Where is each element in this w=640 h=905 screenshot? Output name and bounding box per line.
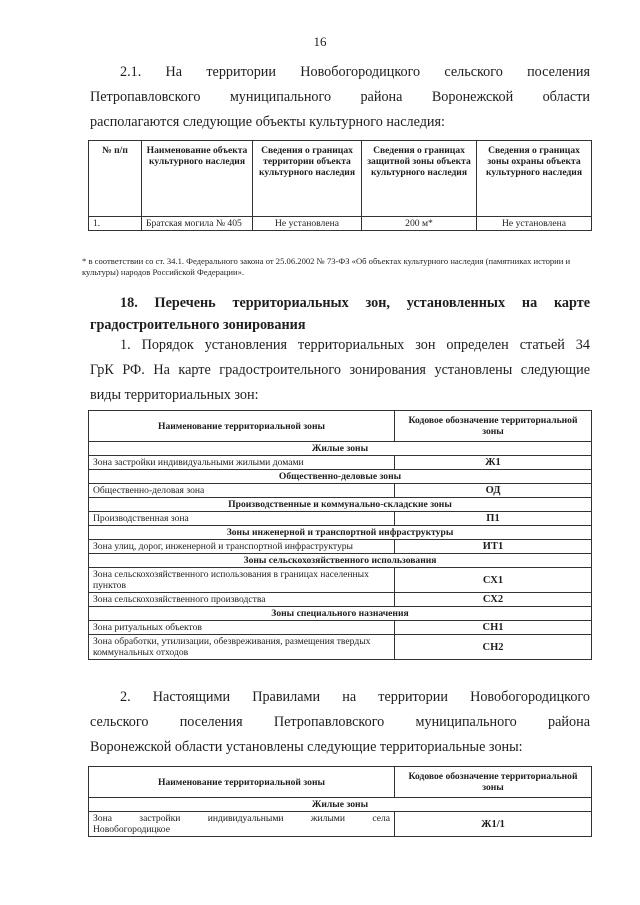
zone-group-row — [89, 470, 592, 484]
zone-group-row — [89, 498, 592, 512]
column-header: Сведения о границах зоны охраны объекта культурного наследия — [477, 141, 592, 217]
page-number: 16 — [313, 34, 327, 49]
paragraph-line: 2. Настоящими Правилами на территории Новобогородицкого — [120, 689, 590, 705]
paragraph-line: ГрК РФ. На карте градостроительного зонирования установлены следующие — [90, 362, 590, 378]
zone-code-cell: СН2 — [395, 635, 592, 660]
column-header: Сведения о границах защитной зоны объекта культурного наследия — [362, 141, 477, 217]
table-cell: 1. — [89, 217, 142, 231]
paragraph-line: располагаются следующие объекты культурного наследия: — [90, 114, 445, 130]
zone-group-row — [89, 554, 592, 568]
column-header: № п/п — [89, 141, 142, 217]
established-zones-table — [88, 766, 592, 837]
territorial-zones-table — [88, 410, 592, 660]
table-row — [89, 484, 592, 498]
table-row — [89, 456, 592, 470]
zone-name-cell — [89, 812, 395, 837]
table-cell: Не установлена — [253, 217, 362, 231]
footnote: * в соответствии со ст. 34.1. Федерального закона от 25.06.2002 № 73-ФЗ «Об объектах культурного наследия (памятниках истории и культуры) народов Российской Федерации». — [82, 256, 571, 277]
column-header: Наименование территориальной зоны — [89, 411, 395, 442]
zone-name-cell: Зона улиц, дорог, инженерной и транспортной инфраструктуры — [89, 540, 395, 554]
table-cell: 200 м* — [362, 217, 477, 231]
zone-name-cell: Зона сельскохозяйственного производства — [89, 593, 395, 607]
table-header-row — [89, 767, 592, 798]
table-header-row — [89, 411, 592, 442]
paragraph-line: Воронежской области установлены следующие территориальные зоны: — [90, 739, 523, 755]
section-18-paragraph-1 — [90, 333, 590, 408]
zone-name-cell: Зона застройки индивидуальными жилыми домами — [89, 456, 395, 470]
heritage-objects-table — [88, 140, 592, 231]
column-header: Наименование объекта культурного наследия — [142, 141, 253, 217]
zone-code-cell: ОД — [395, 484, 592, 498]
table-row — [89, 593, 592, 607]
paragraph-line: сельского поселения Петропавловского муниципального района — [90, 714, 590, 730]
zone-name-line: Новобогородицкое — [93, 824, 170, 835]
zone-name-cell: Зона обработки, утилизации, обезвреживания, размещения твердых коммунальных отходов — [89, 635, 395, 660]
table-row — [89, 621, 592, 635]
zone-code-cell: Ж1/1 — [395, 812, 592, 837]
paragraph-line: 1. Порядок установления территориальных зон определен статьей 34 — [120, 337, 590, 353]
zone-group-label: Зоны специального назначения — [89, 607, 592, 621]
zone-code-cell: ИТ1 — [395, 540, 592, 554]
table-row — [89, 568, 592, 593]
table-row — [89, 540, 592, 554]
column-header: Кодовое обозначение территориальной зоны — [395, 411, 592, 442]
zone-group-label: Жилые зоны — [89, 442, 592, 456]
section-18-paragraph-2 — [90, 685, 590, 760]
zone-code-cell: СХ1 — [395, 568, 592, 593]
zone-group-label: Общественно-деловые зоны — [89, 470, 592, 484]
zone-name-cell: Зона сельскохозяйственного использования в границах населенных пунктов — [89, 568, 395, 593]
zone-code-cell: СН1 — [395, 621, 592, 635]
column-header: Наименование территориальной зоны — [89, 767, 395, 798]
zone-name-cell: Зона ритуальных объектов — [89, 621, 395, 635]
zone-group-label: Производственные и коммунально-складские зоны — [89, 498, 592, 512]
zone-code-cell: Ж1 — [395, 456, 592, 470]
zone-name-cell: Производственная зона — [89, 512, 395, 526]
paragraph-line: Петропавловского муниципального района Воронежской области — [90, 89, 590, 105]
table-row — [89, 512, 592, 526]
zone-group-row — [89, 607, 592, 621]
zone-group-row — [89, 442, 592, 456]
zone-code-cell: СХ2 — [395, 593, 592, 607]
zone-name-line: Зона застройки индивидуальными жилыми села — [93, 813, 390, 824]
zone-code-cell: П1 — [395, 512, 592, 526]
zone-group-label: Зоны сельскохозяйственного использования — [89, 554, 592, 568]
zone-group-label: Жилые зоны — [89, 798, 592, 812]
column-header: Кодовое обозначение территориальной зоны — [395, 767, 592, 798]
zone-group-row — [89, 526, 592, 540]
table-row — [89, 635, 592, 660]
table-header-row — [89, 141, 592, 217]
zone-group-label: Зоны инженерной и транспортной инфраструктуры — [89, 526, 592, 540]
section-18-heading: 18. Перечень территориальных зон, установленных на карте градостроительного зонирования — [90, 295, 590, 333]
section-2-1-paragraph — [90, 60, 590, 135]
zones-table-body — [89, 442, 592, 660]
table-cell: Не установлена — [477, 217, 592, 231]
column-header: Сведения о границах территории объекта культурного наследия — [253, 141, 362, 217]
zone-name-cell: Общественно-деловая зона — [89, 484, 395, 498]
paragraph-line: виды территориальных зон: — [90, 387, 259, 403]
table-row — [89, 217, 592, 231]
table-cell: Братская могила № 405 — [142, 217, 253, 231]
table-row — [89, 812, 592, 837]
zone-group-row — [89, 798, 592, 812]
paragraph-line: 2.1. На территории Новобогородицкого сельского поселения — [120, 64, 590, 80]
